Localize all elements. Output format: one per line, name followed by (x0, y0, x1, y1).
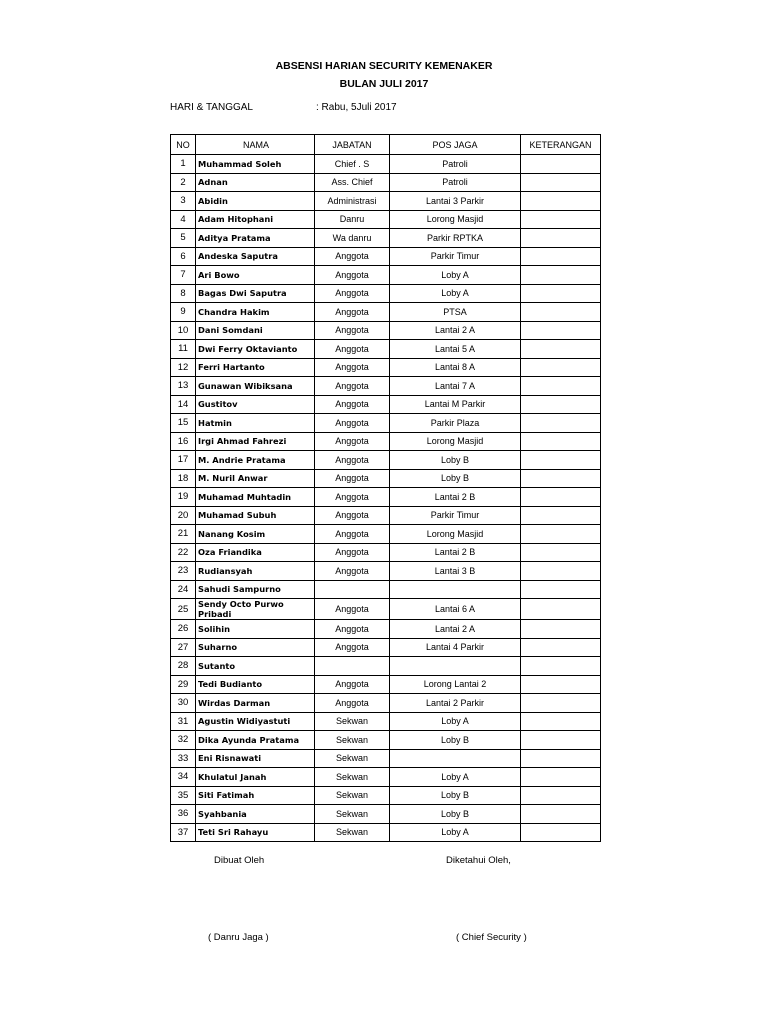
cell-nama: Adam Hitophani (196, 210, 315, 229)
cell-jabatan: Anggota (315, 488, 390, 507)
cell-pos-jaga: Parkir RPTKA (390, 229, 521, 248)
date-value: : Rabu, 5Juli 2017 (316, 102, 397, 113)
table-row (171, 694, 601, 713)
cell-nama: Agustin Widiyastuti (196, 712, 315, 731)
cell-nama: M. Andrie Pratama (196, 451, 315, 470)
made-by-signatory: ( Danru Jaga ) (208, 932, 269, 943)
cell-pos-jaga: Lorong Masjid (390, 210, 521, 229)
cell-pos-jaga: Lantai 2 A (390, 321, 521, 340)
cell-pos-jaga (390, 580, 521, 599)
cell-jabatan: Anggota (315, 675, 390, 694)
cell-jabatan: Anggota (315, 620, 390, 639)
cell-no: 7 (171, 266, 196, 285)
cell-no: 12 (171, 358, 196, 377)
cell-nama: Muhamad Muhtadin (196, 488, 315, 507)
table-row (171, 210, 601, 229)
cell-no: 24 (171, 580, 196, 599)
cell-pos-jaga: Parkir Timur (390, 506, 521, 525)
cell-pos-jaga: Loby A (390, 266, 521, 285)
table-row (171, 525, 601, 544)
cell-no: 29 (171, 675, 196, 694)
cell-no: 11 (171, 340, 196, 359)
table-row (171, 543, 601, 562)
cell-no: 34 (171, 768, 196, 787)
cell-jabatan: Anggota (315, 377, 390, 396)
cell-no: 36 (171, 805, 196, 824)
cell-nama: Andeska Saputra (196, 247, 315, 266)
cell-nama: Dwi Ferry Oktavianto (196, 340, 315, 359)
cell-keterangan (521, 229, 601, 248)
table-row (171, 155, 601, 174)
table-row (171, 580, 601, 599)
cell-no: 6 (171, 247, 196, 266)
cell-keterangan (521, 192, 601, 211)
cell-pos-jaga: Lantai 8 A (390, 358, 521, 377)
cell-nama: Gunawan Wibiksana (196, 377, 315, 396)
table-row (171, 451, 601, 470)
cell-no: 13 (171, 377, 196, 396)
known-by-label: Diketahui Oleh, (446, 855, 511, 866)
table-header-row (171, 135, 601, 155)
cell-nama: Nanang Kosim (196, 525, 315, 544)
table-row (171, 321, 601, 340)
cell-jabatan: Anggota (315, 432, 390, 451)
cell-no: 4 (171, 210, 196, 229)
cell-jabatan: Sekwan (315, 768, 390, 787)
cell-no: 28 (171, 657, 196, 676)
table-row (171, 340, 601, 359)
document-subtitle: BULAN JULI 2017 (339, 78, 429, 90)
cell-jabatan (315, 580, 390, 599)
table-row (171, 303, 601, 322)
cell-keterangan (521, 543, 601, 562)
table-row (171, 768, 601, 787)
cell-no: 37 (171, 823, 196, 842)
cell-no: 3 (171, 192, 196, 211)
cell-no: 25 (171, 599, 196, 620)
cell-no: 5 (171, 229, 196, 248)
cell-pos-jaga: Lorong Masjid (390, 432, 521, 451)
cell-nama: Teti Sri Rahayu (196, 823, 315, 842)
cell-nama: Muhamad Subuh (196, 506, 315, 525)
cell-nama: Hatmin (196, 414, 315, 433)
cell-no: 1 (171, 155, 196, 174)
cell-keterangan (521, 321, 601, 340)
known-by-signatory: ( Chief Security ) (456, 932, 527, 943)
cell-keterangan (521, 525, 601, 544)
cell-jabatan: Anggota (315, 525, 390, 544)
cell-keterangan (521, 155, 601, 174)
cell-jabatan: Chief . S (315, 155, 390, 174)
cell-keterangan (521, 358, 601, 377)
table-row (171, 192, 601, 211)
cell-jabatan: Administrasi (315, 192, 390, 211)
cell-jabatan: Anggota (315, 303, 390, 322)
cell-jabatan: Anggota (315, 562, 390, 581)
cell-no: 16 (171, 432, 196, 451)
cell-pos-jaga: Lantai 2 Parkir (390, 694, 521, 713)
cell-keterangan (521, 210, 601, 229)
cell-pos-jaga: Loby B (390, 469, 521, 488)
table-row (171, 749, 601, 768)
table-row (171, 638, 601, 657)
cell-keterangan (521, 173, 601, 192)
cell-keterangan (521, 284, 601, 303)
cell-no: 10 (171, 321, 196, 340)
table-row (171, 712, 601, 731)
table-row (171, 488, 601, 507)
cell-pos-jaga: Lantai 5 A (390, 340, 521, 359)
cell-keterangan (521, 414, 601, 433)
cell-nama: Ari Bowo (196, 266, 315, 285)
cell-jabatan: Sekwan (315, 712, 390, 731)
cell-jabatan: Anggota (315, 543, 390, 562)
cell-jabatan: Anggota (315, 469, 390, 488)
cell-nama: Gustitov (196, 395, 315, 414)
cell-keterangan (521, 749, 601, 768)
cell-keterangan (521, 506, 601, 525)
cell-keterangan (521, 657, 601, 676)
table-row (171, 805, 601, 824)
table-row (171, 247, 601, 266)
cell-pos-jaga: Lantai 6 A (390, 599, 521, 620)
cell-nama: Dika Ayunda Pratama (196, 731, 315, 750)
table-row (171, 395, 601, 414)
cell-pos-jaga: Lantai M Parkir (390, 395, 521, 414)
table-row (171, 506, 601, 525)
cell-keterangan (521, 451, 601, 470)
table-row (171, 786, 601, 805)
cell-pos-jaga: Loby A (390, 823, 521, 842)
column-header-keterangan: KETERANGAN (521, 135, 601, 155)
cell-jabatan: Sekwan (315, 823, 390, 842)
cell-pos-jaga: Lantai 2 A (390, 620, 521, 639)
cell-pos-jaga: Lantai 3 Parkir (390, 192, 521, 211)
cell-no: 22 (171, 543, 196, 562)
table-row (171, 469, 601, 488)
cell-nama: Rudiansyah (196, 562, 315, 581)
attendance-table (170, 134, 601, 842)
cell-keterangan (521, 805, 601, 824)
cell-nama: Chandra Hakim (196, 303, 315, 322)
table-row (171, 432, 601, 451)
cell-nama: Oza Friandika (196, 543, 315, 562)
table-row (171, 731, 601, 750)
cell-pos-jaga: Patroli (390, 155, 521, 174)
date-label: HARI & TANGGAL (170, 102, 253, 113)
cell-no: 32 (171, 731, 196, 750)
table-row (171, 562, 601, 581)
cell-pos-jaga: Loby A (390, 712, 521, 731)
column-header-jabatan: JABATAN (315, 135, 390, 155)
cell-keterangan (521, 694, 601, 713)
cell-no: 9 (171, 303, 196, 322)
cell-nama: Irgi Ahmad Fahrezi (196, 432, 315, 451)
cell-pos-jaga: PTSA (390, 303, 521, 322)
cell-no: 2 (171, 173, 196, 192)
document-title: ABSENSI HARIAN SECURITY KEMENAKER (275, 60, 493, 72)
cell-no: 17 (171, 451, 196, 470)
cell-nama: Suharno (196, 638, 315, 657)
cell-jabatan: Ass. Chief (315, 173, 390, 192)
cell-keterangan (521, 395, 601, 414)
cell-keterangan (521, 620, 601, 639)
cell-keterangan (521, 675, 601, 694)
cell-pos-jaga: Lorong Lantai 2 (390, 675, 521, 694)
cell-keterangan (521, 340, 601, 359)
cell-nama: Sendy Octo Purwo Pribadi (196, 599, 315, 620)
table-row (171, 823, 601, 842)
cell-pos-jaga: Loby B (390, 786, 521, 805)
cell-keterangan (521, 247, 601, 266)
cell-jabatan: Sekwan (315, 749, 390, 768)
cell-no: 21 (171, 525, 196, 544)
cell-nama: Bagas Dwi Saputra (196, 284, 315, 303)
cell-keterangan (521, 638, 601, 657)
cell-pos-jaga: Lantai 3 B (390, 562, 521, 581)
cell-pos-jaga: Lorong Masjid (390, 525, 521, 544)
cell-pos-jaga (390, 657, 521, 676)
cell-jabatan: Sekwan (315, 731, 390, 750)
cell-jabatan: Anggota (315, 284, 390, 303)
cell-pos-jaga (390, 749, 521, 768)
cell-keterangan (521, 469, 601, 488)
cell-nama: Eni Risnawati (196, 749, 315, 768)
table-row (171, 173, 601, 192)
cell-no: 27 (171, 638, 196, 657)
cell-no: 31 (171, 712, 196, 731)
cell-no: 19 (171, 488, 196, 507)
cell-pos-jaga: Loby B (390, 805, 521, 824)
cell-nama: Sutanto (196, 657, 315, 676)
cell-pos-jaga: Loby B (390, 731, 521, 750)
cell-jabatan: Anggota (315, 340, 390, 359)
cell-keterangan (521, 488, 601, 507)
cell-jabatan: Anggota (315, 506, 390, 525)
table-row (171, 675, 601, 694)
cell-no: 8 (171, 284, 196, 303)
cell-jabatan: Wa danru (315, 229, 390, 248)
cell-nama: Aditya Pratama (196, 229, 315, 248)
cell-keterangan (521, 823, 601, 842)
cell-no: 14 (171, 395, 196, 414)
cell-pos-jaga: Lantai 2 B (390, 543, 521, 562)
cell-nama: Solihin (196, 620, 315, 639)
cell-keterangan (521, 768, 601, 787)
cell-jabatan: Danru (315, 210, 390, 229)
cell-jabatan: Anggota (315, 638, 390, 657)
cell-jabatan: Anggota (315, 414, 390, 433)
table-row (171, 284, 601, 303)
cell-no: 15 (171, 414, 196, 433)
table-row (171, 377, 601, 396)
table-row (171, 657, 601, 676)
cell-jabatan: Anggota (315, 599, 390, 620)
cell-jabatan: Anggota (315, 358, 390, 377)
cell-nama: Dani Somdani (196, 321, 315, 340)
cell-jabatan: Anggota (315, 451, 390, 470)
cell-keterangan (521, 712, 601, 731)
cell-keterangan (521, 562, 601, 581)
cell-no: 30 (171, 694, 196, 713)
cell-pos-jaga: Loby A (390, 768, 521, 787)
cell-jabatan: Anggota (315, 247, 390, 266)
table-row (171, 266, 601, 285)
cell-nama: Khulatul Janah (196, 768, 315, 787)
cell-jabatan (315, 657, 390, 676)
cell-keterangan (521, 786, 601, 805)
cell-pos-jaga: Lantai 4 Parkir (390, 638, 521, 657)
cell-nama: Sahudi Sampurno (196, 580, 315, 599)
table-row (171, 358, 601, 377)
cell-keterangan (521, 377, 601, 396)
table-row (171, 229, 601, 248)
cell-no: 35 (171, 786, 196, 805)
cell-pos-jaga: Parkir Plaza (390, 414, 521, 433)
made-by-label: Dibuat Oleh (214, 855, 265, 866)
cell-no: 26 (171, 620, 196, 639)
cell-nama: M. Nuril Anwar (196, 469, 315, 488)
cell-keterangan (521, 580, 601, 599)
column-header-no: NO (171, 135, 196, 155)
cell-pos-jaga: Lantai 2 B (390, 488, 521, 507)
column-header-nama: NAMA (196, 135, 315, 155)
cell-pos-jaga: Parkir Timur (390, 247, 521, 266)
cell-jabatan: Anggota (315, 321, 390, 340)
cell-keterangan (521, 266, 601, 285)
cell-jabatan: Anggota (315, 266, 390, 285)
cell-no: 23 (171, 562, 196, 581)
cell-no: 33 (171, 749, 196, 768)
cell-keterangan (521, 432, 601, 451)
cell-no: 18 (171, 469, 196, 488)
cell-pos-jaga: Loby B (390, 451, 521, 470)
cell-nama: Muhammad Soleh (196, 155, 315, 174)
cell-nama: Syahbania (196, 805, 315, 824)
column-header-pos-jaga: POS JAGA (390, 135, 521, 155)
cell-jabatan: Anggota (315, 694, 390, 713)
cell-nama: Abidin (196, 192, 315, 211)
cell-nama: Wirdas Darman (196, 694, 315, 713)
table-row (171, 414, 601, 433)
cell-nama: Adnan (196, 173, 315, 192)
cell-nama: Tedi Budianto (196, 675, 315, 694)
cell-keterangan (521, 303, 601, 322)
cell-nama: Siti Fatimah (196, 786, 315, 805)
cell-keterangan (521, 599, 601, 620)
cell-pos-jaga: Loby A (390, 284, 521, 303)
cell-nama: Ferri Hartanto (196, 358, 315, 377)
cell-pos-jaga: Lantai 7 A (390, 377, 521, 396)
cell-jabatan: Anggota (315, 395, 390, 414)
cell-jabatan: Sekwan (315, 805, 390, 824)
cell-jabatan: Sekwan (315, 786, 390, 805)
cell-pos-jaga: Patroli (390, 173, 521, 192)
table-row (171, 599, 601, 620)
table-row (171, 620, 601, 639)
cell-no: 20 (171, 506, 196, 525)
cell-keterangan (521, 731, 601, 750)
